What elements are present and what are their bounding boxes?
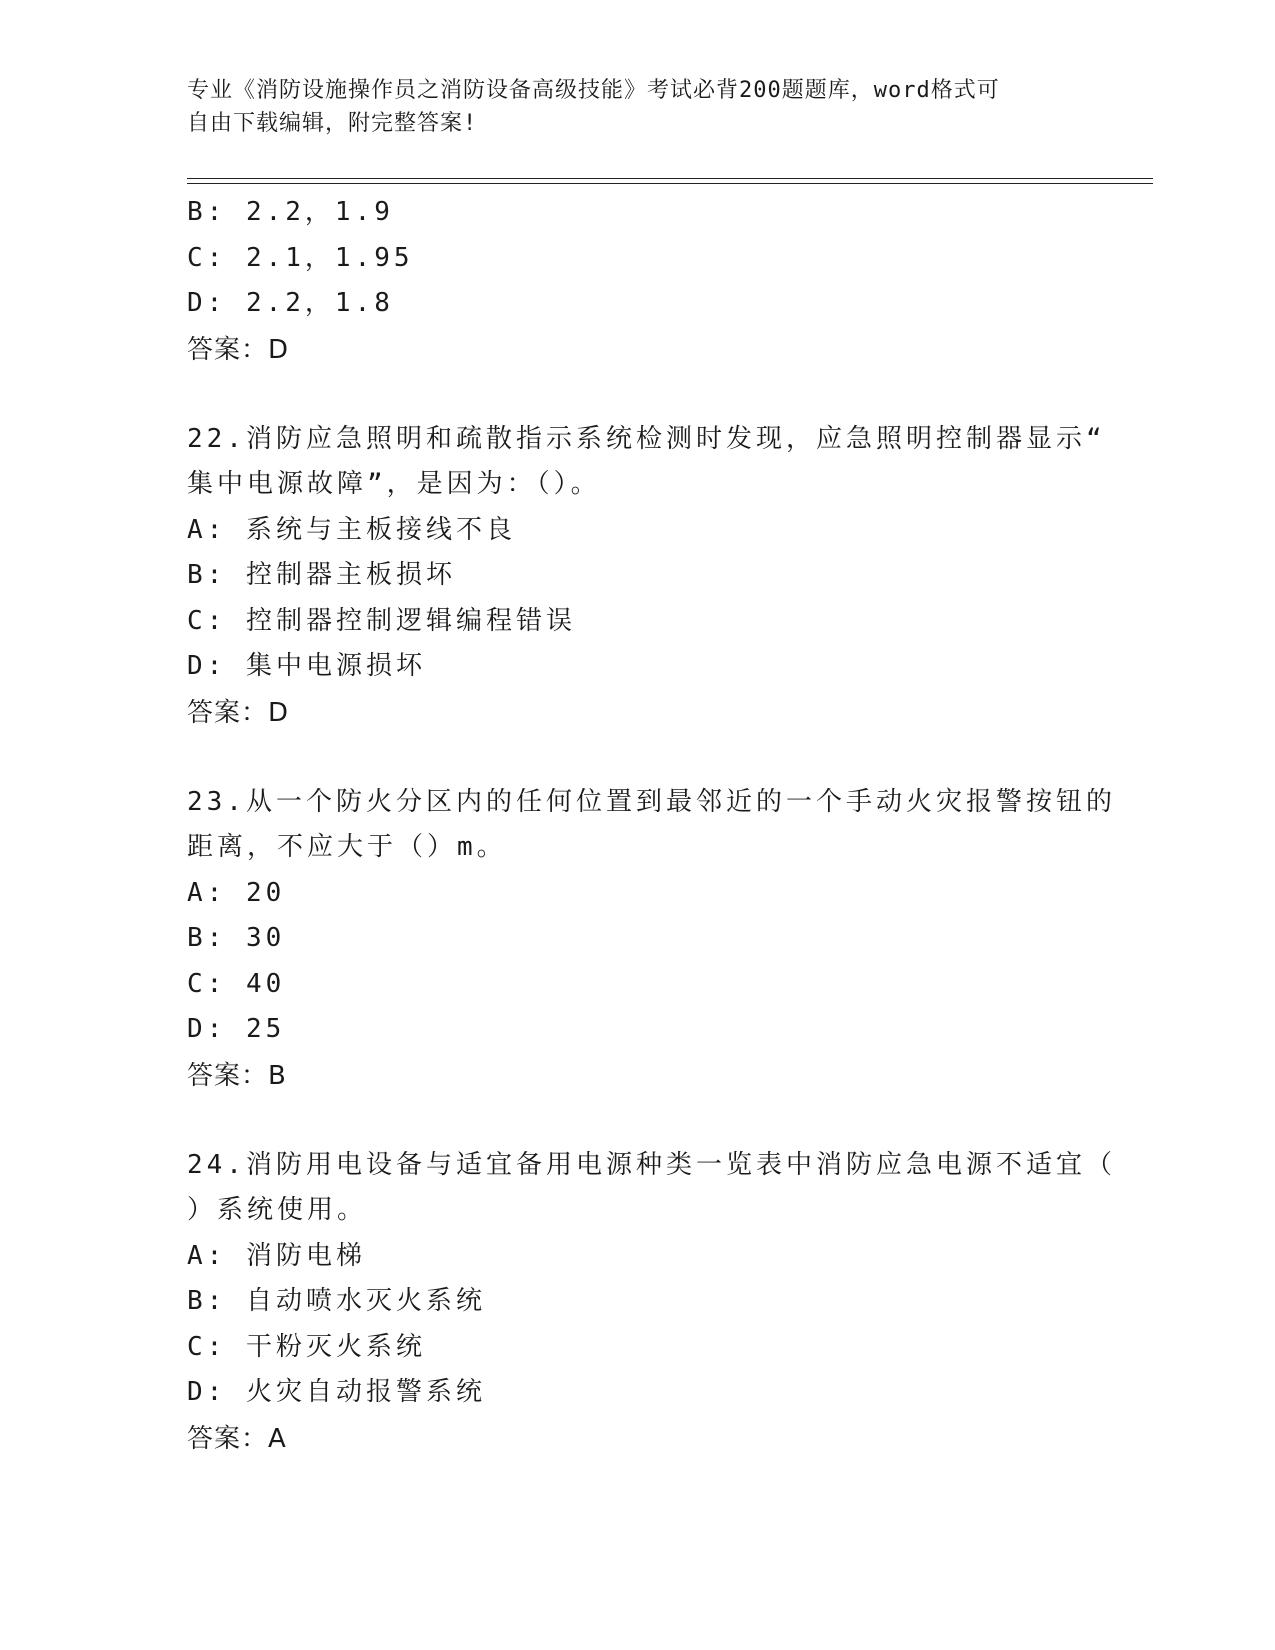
question-22 [187,417,1106,736]
answer: 答案：B [187,1060,287,1091]
document-body [187,190,1116,1462]
answer: 答案：D [187,334,290,365]
question-text-line: 24.消防用电设备与适宜备用电源种类一览表中消防应急电源不适宜（ [187,1149,1116,1180]
document-header [187,74,1087,140]
question-text-line: 22.消防应急照明和疏散指示系统检测时发现，应急照明控制器显示“ [187,423,1106,454]
header-divider-top [187,178,1153,179]
option-a: A: 消防电梯 [187,1240,366,1271]
option-c: C: 2.1，1.95 [187,242,414,273]
question-text-line: 23.从一个防火分区内的任何位置到最邻近的一个手动火灾报警按钮的 [187,786,1116,817]
question-23 [187,780,1116,1099]
option-d: D: 集中电源损坏 [187,651,426,681]
option-c: C: 40 [187,968,286,999]
header-line-2: 自由下载编辑，附完整答案! [187,111,478,136]
option-b: B: 控制器主板损坏 [187,560,456,590]
option-d: D: 25 [187,1014,286,1044]
option-d: D: 火灾自动报警系统 [187,1377,486,1407]
option-d: D: 2.2，1.8 [187,288,394,318]
question-text-line: ）系统使用。 [187,1195,368,1225]
option-a: A: 20 [187,877,286,908]
question-21-continuation [187,190,1087,373]
answer: 答案：D [187,697,290,728]
answer: 答案：A [187,1423,287,1454]
question-text-line: 集中电源故障”，是因为：（）。 [187,469,601,499]
header-line-1: 专业《消防设施操作员之消防设备高级技能》考试必背200题题库，word格式可 [187,78,1000,103]
option-b: B: 30 [187,923,286,953]
question-24 [187,1143,1116,1462]
option-a: A: 系统与主板接线不良 [187,514,516,545]
option-c: C: 干粉灭火系统 [187,1331,426,1362]
option-c: C: 控制器控制逻辑编程错误 [187,605,576,636]
header-divider-bottom [187,183,1153,184]
option-b: B: 自动喷水灭火系统 [187,1286,486,1316]
question-text-line: 距离，不应大于（）m。 [187,832,507,862]
option-b: B: 2.2，1.9 [187,197,394,227]
